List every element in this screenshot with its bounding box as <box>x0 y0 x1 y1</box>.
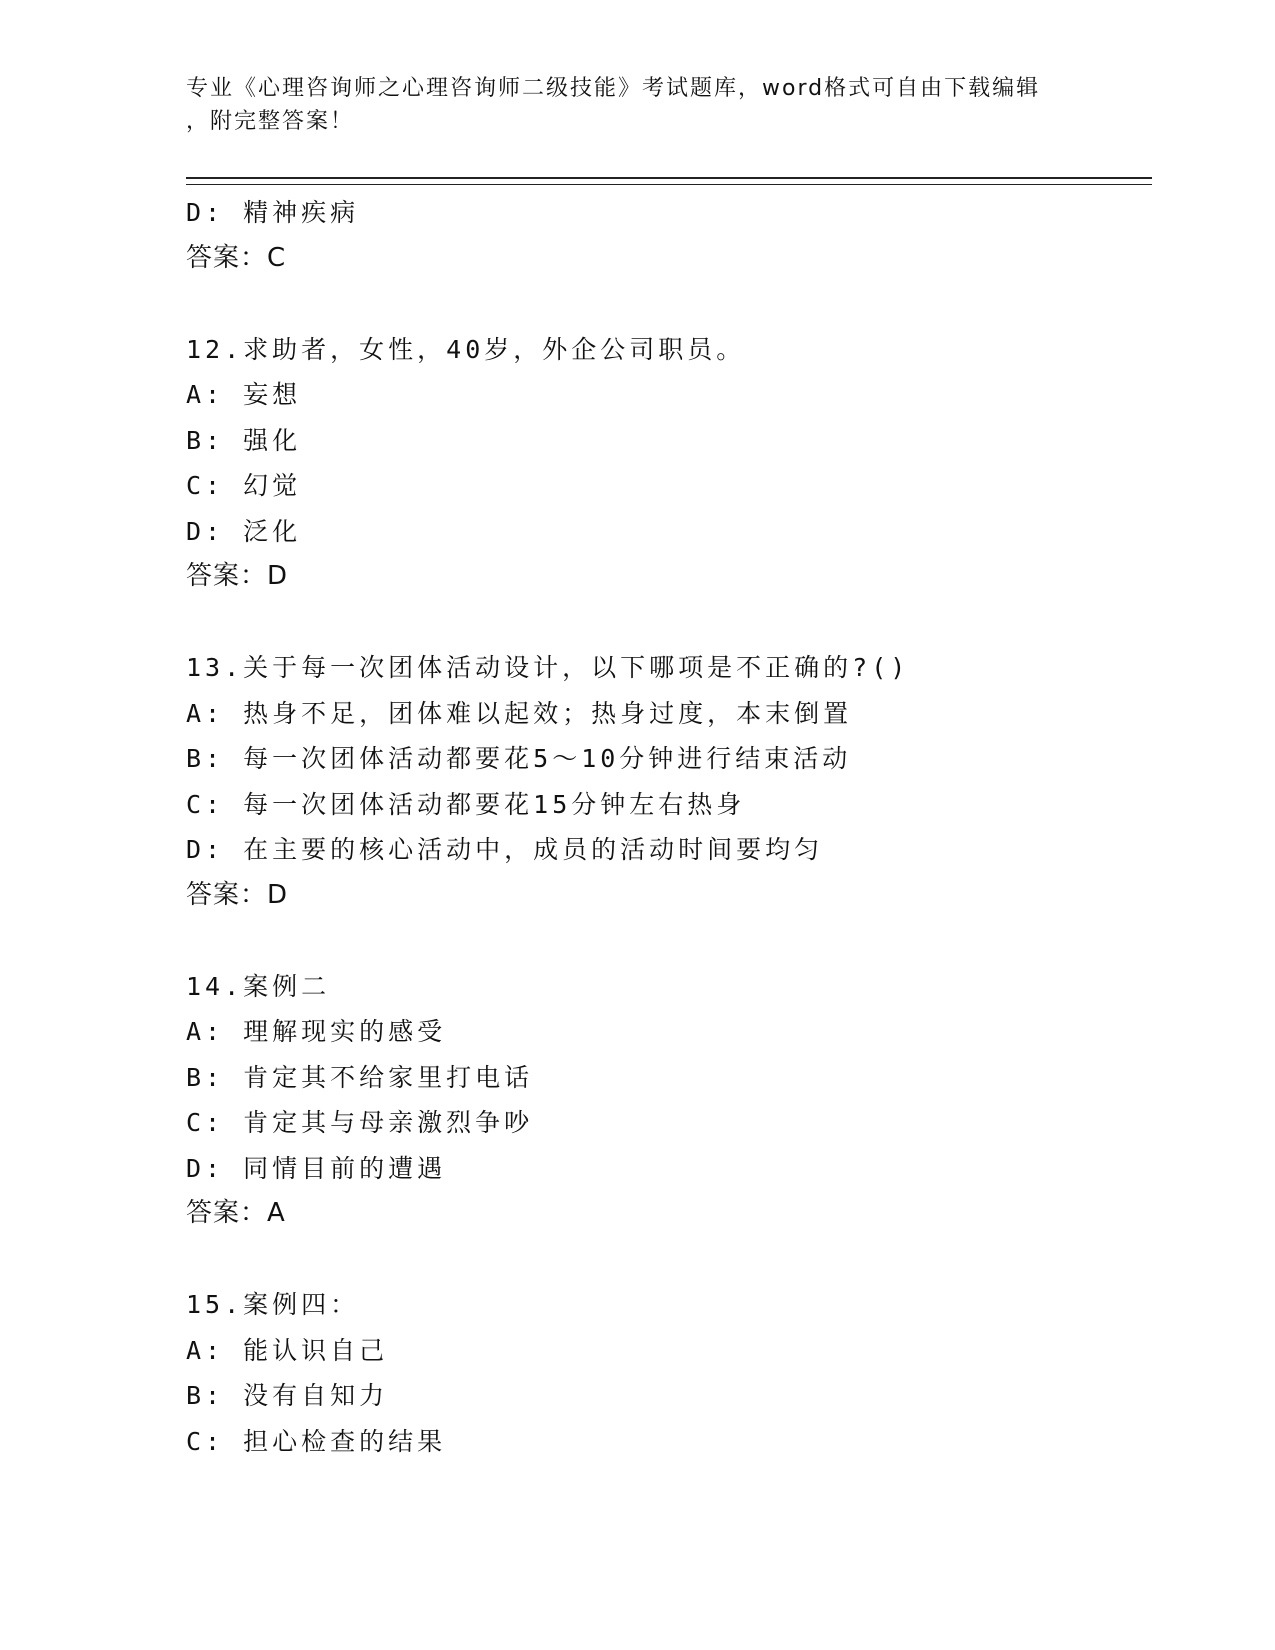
document-header <box>186 72 1086 138</box>
header-line-2: ，附完整答案！ <box>186 109 355 134</box>
q14-stem: 14.案例二 <box>186 971 331 1001</box>
q14-option-d: D: 同情目前的遭遇 <box>186 1153 447 1183</box>
q15-stem: 15.案例四： <box>186 1290 360 1319</box>
spacer <box>186 281 1146 327</box>
q11-option-d: D: 精神疾病 <box>186 198 360 227</box>
q13-option-b: B: 每一次团体活动都要花5～10分钟进行结束活动 <box>186 744 852 773</box>
q14-option-c: C: 肯定其与母亲激烈争吵 <box>186 1108 534 1137</box>
header-line-1: 专业《心理咨询师之心理咨询师二级技能》考试题库，word格式可自由下载编辑 <box>186 76 1041 101</box>
q15-option-c: C: 担心检查的结果 <box>186 1426 447 1456</box>
spacer <box>186 1237 1146 1283</box>
header-divider <box>186 177 1152 185</box>
q11-answer: 答案：C <box>186 242 287 273</box>
question-list <box>186 190 1146 1464</box>
q12-option-a: A: 妄想 <box>186 380 302 409</box>
q13-stem: 13.关于每一次团体活动设计，以下哪项是不正确的?() <box>186 653 910 682</box>
q12-stem: 12.求助者，女性，40岁，外企公司职员。 <box>186 334 746 364</box>
q12-option-d: D: 泛化 <box>186 516 302 546</box>
q12-answer: 答案：D <box>186 561 289 591</box>
q14-answer: 答案：A <box>186 1198 286 1228</box>
q12-option-b: B: 强化 <box>186 425 302 455</box>
q12-option-c: C: 幻觉 <box>186 471 302 500</box>
q15-option-a: A: 能认识自己 <box>186 1335 389 1365</box>
q15-option-b: B: 没有自知力 <box>186 1381 389 1410</box>
q13-option-d: D: 在主要的核心活动中，成员的活动时间要均匀 <box>186 835 824 864</box>
q14-option-a: A: 理解现实的感受 <box>186 1017 447 1046</box>
q14-option-b: B: 肯定其不给家里打电话 <box>186 1062 534 1092</box>
spacer <box>186 600 1146 646</box>
q13-option-a: A: 热身不足，团体难以起效；热身过度，本末倒置 <box>186 698 853 728</box>
spacer <box>186 918 1146 964</box>
q13-answer: 答案：D <box>186 879 289 910</box>
q13-option-c: C: 每一次团体活动都要花15分钟左右热身 <box>186 789 746 819</box>
